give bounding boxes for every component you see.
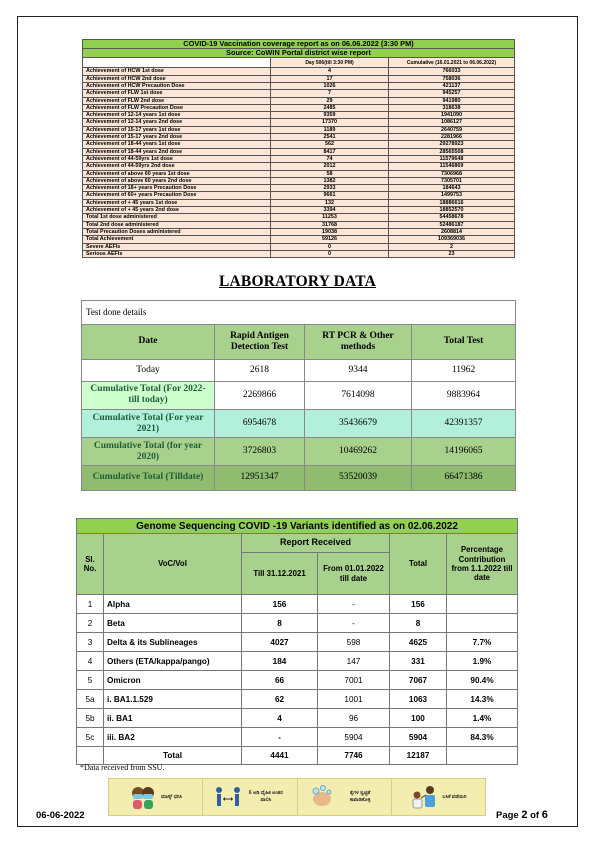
genome-percentage: 1.9% [447,652,518,671]
genome-from-2022: - [318,595,390,614]
vaccination-row [83,250,515,257]
vaccination-row [83,207,515,214]
genome-total-from: 7746 [318,747,390,765]
vaccination-day-value: 9661 [271,192,389,199]
page-number [496,809,548,821]
vaccination-day-value: 17 [271,75,389,82]
vaccination-table [82,39,515,258]
vaccination-row-label: Achievement of FLW Precaution Dose [83,104,271,111]
genome-from-2022: 147 [318,652,390,671]
genome-percentage: 1.4% [447,709,518,728]
vaccination-row [83,104,515,111]
lab-total-value: 11962 [412,359,516,381]
vaccination-cumulative-value: 11546869 [389,163,515,170]
vaccination-cumulative-value: 7306968 [389,170,515,177]
vaccination-row-label: Achievement of HCW Precaution Dose [83,83,271,90]
vaccination-cumulative-value: 18852570 [389,207,515,214]
vaccination-day-value: 4 [271,68,389,75]
vaccination-day-value: 2485 [271,104,389,111]
vaccination-row [83,141,515,148]
vaccination-title: COVID-19 Vaccination coverage report as on 06.06.2022 (3:30 PM) [83,40,515,49]
lab-rtpcr-value: 35436679 [305,410,412,438]
genome-till-2021: 4 [242,709,318,728]
laboratory-title: LABORATORY DATA [218,273,377,290]
lab-row-label: Cumulative Total (For 2022- till today) [82,381,215,409]
header-voc: VoC/VoI [104,534,242,595]
vaccination-row [83,126,515,133]
vaccination-day-value: 562 [271,141,389,148]
genome-sl-no: 5b [77,709,104,728]
vaccination-day-value: 1189 [271,126,389,133]
page-prefix: Page [496,810,519,821]
header-report-received: Report Received [242,534,390,553]
genome-from-2022: 96 [318,709,390,728]
vaccination-day-value: 7 [271,90,389,97]
vaccination-row [83,163,515,170]
vaccination-row [83,155,515,162]
page-current: 2 [521,809,528,821]
vaccination-row [83,199,515,206]
genome-sl-no: 1 [77,595,104,614]
lab-row-label: Today [82,359,215,381]
genome-percentage: 90.4% [447,671,518,690]
vaccination-cumulative-value: 2281966 [389,134,515,141]
lab-total-value: 66471386 [412,465,516,490]
lab-rtpcr-value: 7614098 [305,381,412,409]
header-from-2022: From 01.01.2022 till date [318,553,390,595]
genome-total-till: 4441 [242,747,318,765]
vaccination-cumulative-value: 109369036 [389,236,515,243]
face-mask-icon [129,783,157,811]
genome-till-2021: 8 [242,614,318,633]
lab-row-label: Cumulative Total (for year 2020) [82,438,215,465]
genome-percentage [447,595,518,614]
genome-total: 4625 [390,633,447,652]
genome-sl-no: 5 [77,671,104,690]
vaccination-day-value: 59126 [271,236,389,243]
genome-row [77,633,518,652]
header-sl-no: Sl. No. [77,534,104,595]
header-date: Date [82,325,215,359]
vaccination-day-value: 1382 [271,177,389,184]
vaccination-day-value: 2933 [271,185,389,192]
genome-till-2021: 156 [242,595,318,614]
genome-sl-no: 4 [77,652,104,671]
vaccination-day-value: 31768 [271,221,389,228]
vaccination-cumulative-value: 54458678 [389,214,515,221]
genome-from-2022: 5904 [318,728,390,747]
genome-variant-name: Delta & its Sublineages [104,633,242,652]
vaccination-row-label: Achievement of 15-17 years 2nd dose [83,134,271,141]
vaccination-row [83,112,515,119]
page-of: of [530,810,540,821]
genome-from-2022: 598 [318,633,390,652]
vaccination-cumulative-value: 766033 [389,68,515,75]
genome-total-sum: 12187 [390,747,447,765]
lab-rat-value: 12951347 [215,465,305,490]
vaccination-row-label: Achievement of 44-59yrs 1st dose [83,155,271,162]
lab-rat-value: 6954678 [215,410,305,438]
genome-total-label: Total [104,747,242,765]
laboratory-table [81,300,516,491]
vaccination-row [83,236,515,243]
vaccination-day-value: 11253 [271,214,389,221]
vaccination-day-value: 132 [271,199,389,206]
vaccination-row [83,97,515,104]
banner-mask [109,779,203,815]
genome-row [77,652,518,671]
genome-variant-name: Alpha [104,595,242,614]
vaccination-row-label: Achievement of above 60 years 2nd dose [83,177,271,184]
genome-sl-no: 5c [77,728,104,747]
vaccination-cumulative-value: 1086127 [389,119,515,126]
genome-total: 1063 [390,690,447,709]
vaccination-day-value: 74 [271,155,389,162]
vaccination-row-label: Serious AEFIs [83,250,271,257]
genome-variant-name: Omicron [104,671,242,690]
vaccination-row [83,214,515,221]
column-header-day: Day 506(till 3:30 PM) [271,58,389,68]
vaccination-row-label: Total 1st dose administered [83,214,271,221]
banner-vaccine [392,779,485,815]
lab-rat-value: 3726803 [215,438,305,465]
vaccination-row [83,170,515,177]
vaccination-row-label: Total Precaution Doses administered [83,228,271,235]
vaccination-day-value: 0 [271,250,389,257]
genome-row [77,595,518,614]
genome-variant-name: ii. BA1 [104,709,242,728]
vaccination-row [83,192,515,199]
genome-variant-name: iii. BA2 [104,728,242,747]
genome-sl-no: 3 [77,633,104,652]
vaccination-day-value: 1026 [271,83,389,90]
vaccination-day-value: 9359 [271,112,389,119]
vaccination-cumulative-value: 1499753 [389,192,515,199]
vaccination-day-value: 2541 [271,134,389,141]
vaccination-row-label: Achievement of HCW 1st dose [83,68,271,75]
vaccination-row [83,185,515,192]
vaccination-row-label: Achievement of 12-14 years 1st dose [83,112,271,119]
distancing-icon [214,783,242,811]
laboratory-caption: Test done details [82,301,516,325]
genome-sl-no: 2 [77,614,104,633]
lab-total-value: 14196065 [412,438,516,465]
vaccination-row-label: Achievement of HCW 2nd dose [83,75,271,82]
header-total: Total Test [412,325,516,359]
vaccination-cumulative-value: 7305701 [389,177,515,184]
vaccination-source: Source: CoWIN Portal district wise report [83,49,515,58]
header-till-2021: Till 31.12.2021 [242,553,318,595]
genome-till-2021: 66 [242,671,318,690]
genome-percentage: 84.3% [447,728,518,747]
lab-rtpcr-value: 53520039 [305,465,412,490]
header-rtpcr: RT PCR & Other methods [305,325,412,359]
footnote: *Data received from SSU. [80,763,165,772]
genome-till-2021: 184 [242,652,318,671]
vaccination-row-label: Achievement of FLW 2nd dose [83,97,271,104]
hand-wash-icon [308,783,336,811]
vaccination-row-label: Achievement of 18+ years Precaution Dose [83,185,271,192]
genome-total: 331 [390,652,447,671]
lab-rtpcr-value: 10469262 [305,438,412,465]
column-header-cumulative: Cumulative (16.01.2021 to 06.06.2022) [389,58,515,68]
genome-total: 7067 [390,671,447,690]
genome-row [77,671,518,690]
vaccination-cumulative-value: 23 [389,250,515,257]
vaccination-row-label: Achievement of 18-44 years 1st dose [83,141,271,148]
lab-rat-value: 2618 [215,359,305,381]
genome-row [77,709,518,728]
genome-till-2021: 62 [242,690,318,709]
vaccination-day-value: 17370 [271,119,389,126]
genome-percentage: 7.7% [447,633,518,652]
report-date: 06-06-2022 [36,810,85,821]
genome-row [77,728,518,747]
vaccination-cumulative-value: 29278923 [389,141,515,148]
vaccination-row-label: Total Achievement [83,236,271,243]
vaccination-day-value: 8417 [271,148,389,155]
vaccination-day-value: 3394 [271,207,389,214]
vaccination-row [83,148,515,155]
lab-rtpcr-value: 9344 [305,359,412,381]
vaccination-row-label: Achievement of 60+ years Precaution Dose [83,192,271,199]
vaccination-day-value: 19038 [271,228,389,235]
genome-variant-name: i. BA1.1.529 [104,690,242,709]
vaccination-cumulative-value: 2608814 [389,228,515,235]
banner-handwash [298,779,392,815]
genome-percentage: 14.3% [447,690,518,709]
vaccination-cumulative-value: 758036 [389,75,515,82]
vaccination-row [83,177,515,184]
vaccination-row [83,83,515,90]
genome-variant-name: Others (ETA/kappa/pango) [104,652,242,671]
genome-from-2022: 7001 [318,671,390,690]
vaccination-day-value: 29 [271,97,389,104]
vaccination-cumulative-value: 28565508 [389,148,515,155]
vaccination-day-value: 0 [271,243,389,250]
vaccination-cumulative-value: 184643 [389,185,515,192]
vaccination-row-label: Achievement of 12-14 years 2nd dose [83,119,271,126]
vaccination-cumulative-value: 941980 [389,97,515,104]
vaccination-row [83,221,515,228]
vaccination-corner-cell [83,58,271,68]
lab-row-label: Cumulative Total (For year 2021) [82,410,215,438]
vaccination-cumulative-value: 1941090 [389,112,515,119]
header-rat: Rapid Antigen Detection Test [215,325,305,359]
banner-mask-text: ಮಾಸ್ಕ್ ಧರಿಸಿ [161,793,183,800]
vaccination-day-value: 2012 [271,163,389,170]
vaccination-cumulative-value: 11579648 [389,155,515,162]
genome-total-row [77,747,518,765]
vaccination-row-label: Achievement of 18-44 years 2nd dose [83,148,271,155]
vaccination-row [83,228,515,235]
vaccination-cumulative-value: 52486187 [389,221,515,228]
genome-variant-name: Beta [104,614,242,633]
genome-till-2021: 4027 [242,633,318,652]
vaccination-row [83,134,515,141]
awareness-banner [108,778,486,816]
genome-total: 5904 [390,728,447,747]
vaccination-day-value: 58 [271,170,389,177]
vaccination-row-label: Achievement of + 45 years 2nd dose [83,207,271,214]
vaccination-cumulative-value: 2640759 [389,126,515,133]
genome-row [77,614,518,633]
vaccination-row [83,75,515,82]
vaccination-cumulative-value: 18886616 [389,199,515,206]
genome-total-blank [77,747,104,765]
lab-rat-value: 2269866 [215,381,305,409]
lab-total-value: 42391357 [412,410,516,438]
vaccination-cumulative-value: 945257 [389,90,515,97]
banner-handwash-text: ಕೈಗಳ ಸ್ವಚ್ಛತೆ ಕಾಪಾಡಿಕೊಳ್ಳಿ [349,790,371,803]
genome-total: 156 [390,595,447,614]
genome-percentage [447,614,518,633]
vaccination-row [83,90,515,97]
page-total: 6 [541,809,548,821]
genome-table [76,518,518,765]
vaccination-row [83,119,515,126]
vaccination-row-label: Achievement of 44-59yrs 2nd dose [83,163,271,170]
vaccination-cumulative-value: 318638 [389,104,515,111]
genome-row [77,690,518,709]
genome-from-2022: - [318,614,390,633]
vaccination-cumulative-value: 421137 [389,83,515,90]
genome-total: 100 [390,709,447,728]
genome-total-pct-blank [447,747,518,765]
vaccination-row-label: Achievement of 15-17 years 1st dose [83,126,271,133]
vaccination-row [83,243,515,250]
vaccination-row-label: Total 2nd dose administered [83,221,271,228]
lab-total-value: 9883964 [412,381,516,409]
vaccination-row-label: Achievement of FLW 1st dose [83,90,271,97]
genome-title: Genome Sequencing COVID -19 Variants identified as on 02.06.2022 [77,519,518,534]
lab-row-label: Cumulative Total (Tilldate) [82,465,215,490]
genome-total: 8 [390,614,447,633]
header-total: Total [390,534,447,595]
banner-distance [203,779,297,815]
banner-distance-text: 6 ಅಡಿ ದೈಹಿಕ ಅಂತರ ಪಾಲಿಸಿ [248,790,283,803]
header-percentage: Percentage Contribution from 1.1.2022 till date [447,534,518,595]
vaccination-row [83,68,515,75]
genome-from-2022: 1001 [318,690,390,709]
banner-vaccine-text: ಲಸಿಕೆ ಪಡೆಯಿರಿ [442,793,467,800]
vaccination-icon [410,783,438,811]
vaccination-cumulative-value: 2 [389,243,515,250]
vaccination-row-label: Severe AEFIs [83,243,271,250]
genome-till-2021: - [242,728,318,747]
vaccination-row-label: Achievement of + 45 years 1st dose [83,199,271,206]
vaccination-row-label: Achievement of above 60 years 1st dose [83,170,271,177]
genome-sl-no: 5a [77,690,104,709]
